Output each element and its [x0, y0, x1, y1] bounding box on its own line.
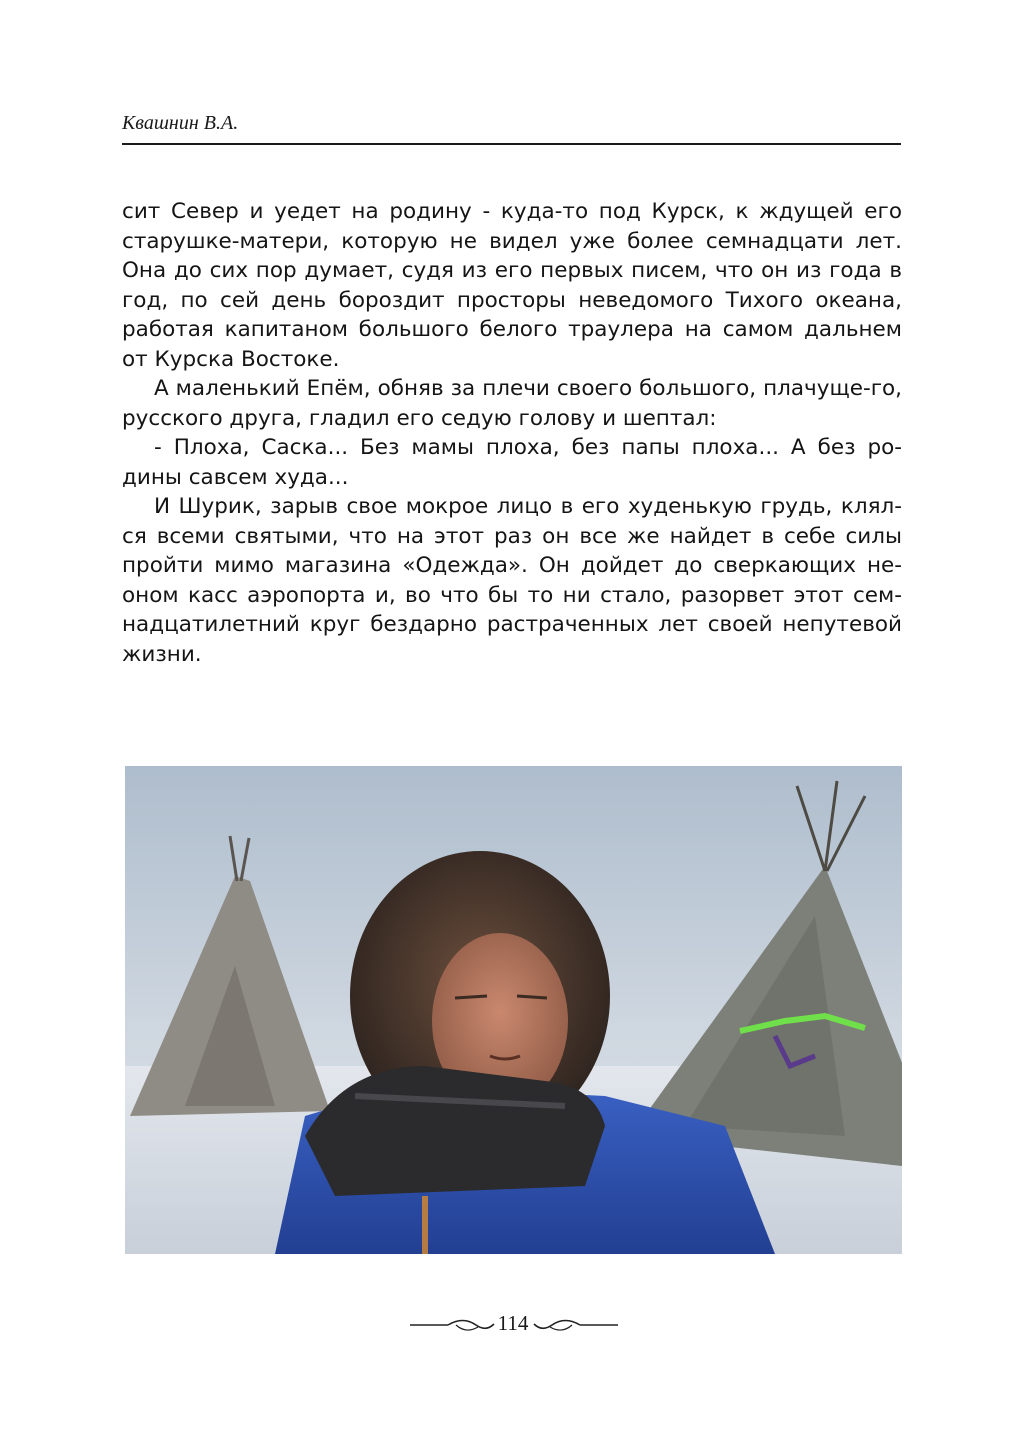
body-text [122, 197, 902, 669]
paragraph-2: А маленький Епём, обняв за плечи своего большого, плачуще-го, русского друга, гладил его седую голову и шептал: [122, 376, 902, 431]
page-number: 114 [497, 1311, 529, 1335]
header-rule [122, 143, 901, 145]
paragraph-1: сит Север и уедет на родину - куда-то под Курск, к ждущей его старушке-матери, которую не видел уже более семнадцати лет. Она до сих пор думает, судя из его первых писем, что он из года в год, по сей день бороздит просторы неведомого Тихого океана, работая капитаном большого белого траулера на самом дальнем от Курска Востоке. [122, 199, 902, 372]
paragraph-4: И Шурик, зарыв свое мокрое лицо в его худенькую грудь, клял-ся всеми святыми, что на этот раз он все же найдет в себе силы пройти мимо магазина «Одежда». Он дойдет до сверкающих не-оном касс аэропорта и, во что бы то ни стало, разорвет этот сем-надцатилетний круг бездарно растраченных лет своей непутевой жизни. [122, 494, 902, 667]
running-head-author: Квашнин В.А. [122, 112, 239, 134]
paragraph-3: - Плоха, Саска... Без мамы плоха, без папы плоха... А без ро-дины савсем худа... [122, 435, 902, 490]
photo-nenets-man-chums [125, 766, 902, 1254]
ornament-right-icon [530, 1314, 620, 1336]
